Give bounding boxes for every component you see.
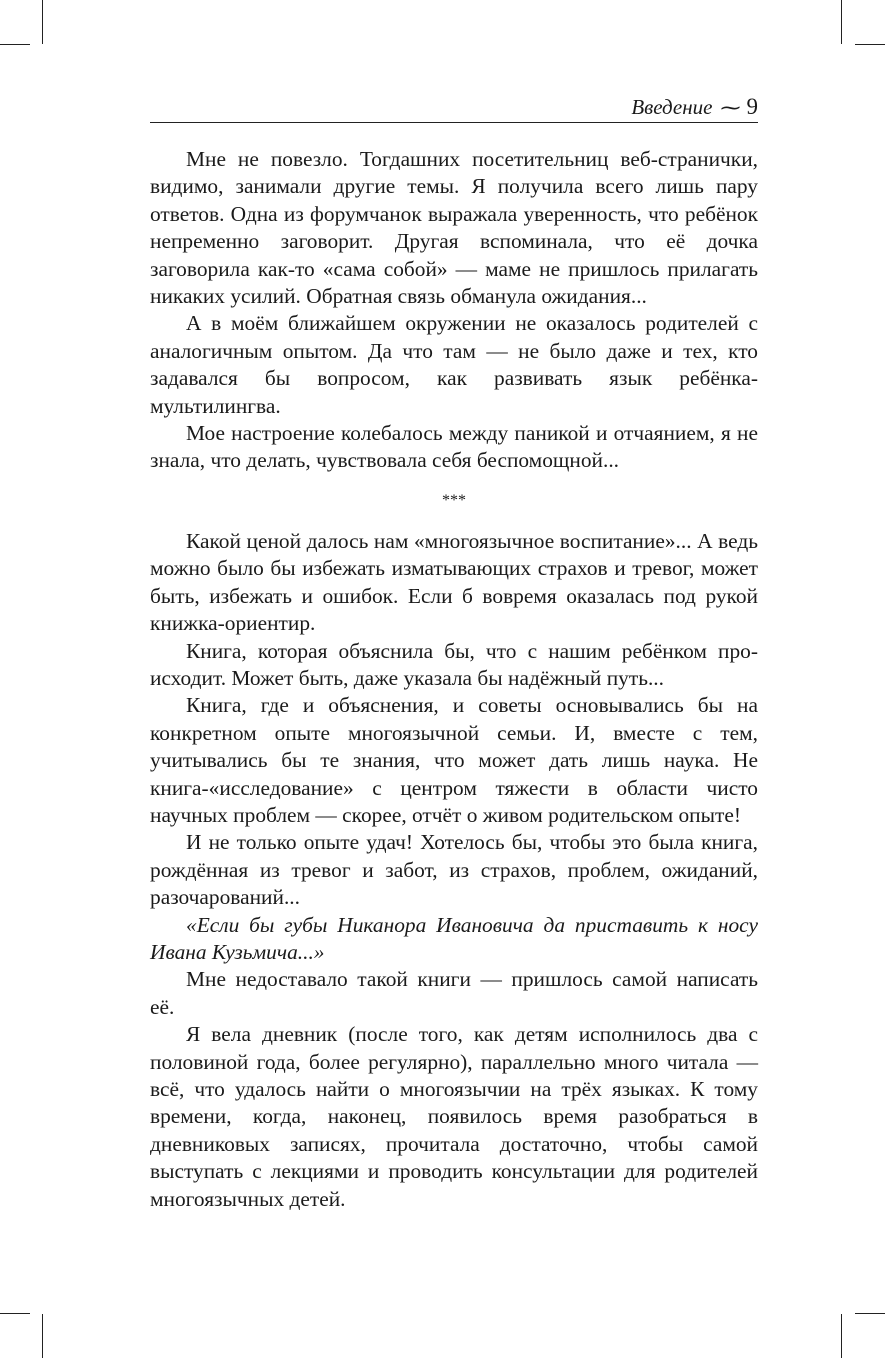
paragraph: Мне недоставало такой книги — пришлось самой написать её.: [150, 967, 758, 1019]
crop-mark-bottom-left-vertical: [42, 1314, 43, 1358]
paragraph: И не только опыте удач! Хотелось бы, чтобы это была книга, рождённая из тревог и забот, из страхов, проблем, ожиданий, разочарований...: [150, 830, 758, 910]
quote-paragraph: «Если бы губы Никанора Ивановича да приставить к носу Ивана Кузьмича...»: [150, 912, 758, 964]
crop-mark-top-right-vertical: [841, 0, 842, 44]
paragraph: Мое настроение колебалось между паникой и отчаянием, я не знала, что делать, чувствовала себя беспомощной...: [150, 421, 758, 473]
page-number: 9: [746, 94, 758, 119]
crop-mark-top-left-vertical: [42, 0, 43, 44]
paragraph: Книга, где и объяснения, и советы основывались бы на конкретном опыте многоязычной семьи. И, вместе с тем, учитывались бы те знания, что может дать лишь наука. Не книга-«исследование» с центром тяжести в области чисто научных проблем — скорее, отчёт о живом родительском опыте!: [150, 693, 758, 827]
paragraph: Мне не повезло. Тогдашних посетительниц веб-странички, видимо, занимали другие темы. Я получила всего лишь пару ответов. Одна из форумчанок выражала уверенность, что ребёнок непременно заговорит. Другая вспоминала, что её дочка заговорила как-то «сама собой» — маме не пришлось прилагать никаких усилий. Обратная связь обманула ожидания...: [150, 147, 758, 309]
crop-mark-bottom-right-vertical: [841, 1314, 842, 1358]
paragraph: Я вела дневник (после того, как детям исполнилось два с половиной года, более регулярно), параллельно много читала — всё, что удалось найти о многоязычии на трёх языках. К тому времени, когда, наконец, появилось время разобраться в дневниковых записях, прочитала достаточно, чтобы самой выступать с лекциями и проводить консультации для родителей многоязычных детей.: [150, 1022, 758, 1211]
header-right-group: [631, 94, 758, 120]
section-separator: ***: [442, 491, 466, 509]
paragraph: Какой ценой далось нам «многоязычное воспитание»... А ведь можно было бы избежать изматывающих страхов и тревог, может быть, избежать и ошибок. Если б вовремя оказалась под рукой книжка-ориентир.: [150, 528, 758, 636]
crop-mark-bottom-left-horizontal: [0, 1313, 30, 1314]
paragraph: А в моём ближайшем окружении не оказалось родителей с аналогичным опытом. Да что там — не было даже и тех, кто задавался бы вопросом, как развивать язык ребёнка-мультилингва.: [150, 311, 758, 418]
running-header: [150, 92, 758, 123]
ornament-icon: ⁓: [720, 97, 741, 119]
header-chapter-title: Введение: [631, 95, 713, 119]
crop-mark-top-left-horizontal: [0, 44, 30, 45]
crop-mark-bottom-right-horizontal: [855, 1313, 885, 1314]
crop-mark-top-right-horizontal: [855, 44, 885, 45]
page-body: [150, 146, 758, 1213]
paragraph: Книга, которая объяснила бы, что с нашим ребёнком происходит. Может быть, даже указала бы надёжный путь...: [150, 638, 758, 690]
